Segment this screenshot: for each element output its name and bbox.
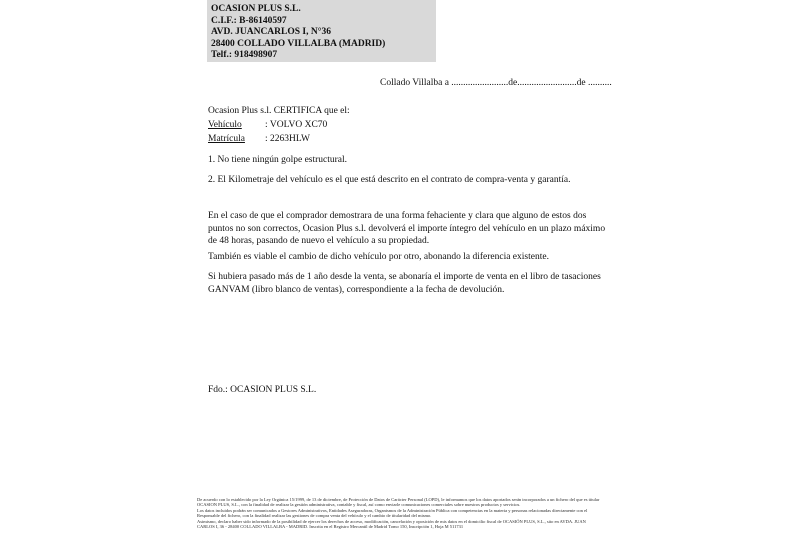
- company-phone: Telf.: 918498907: [211, 50, 278, 61]
- company-name: OCASION PLUS S.L.: [211, 4, 301, 14]
- company-city: 28400 COLLADO VILLALBA (MADRID): [211, 38, 386, 49]
- certified-point-2: 2. El Kilometraje del vehículo es el que está descrito en el contrato de compra-venta y garantía.: [208, 175, 571, 185]
- legal-footer-line: Los datos incluidos podrán ser comunicados a Gestores Administrativos, Entidades Aseguradoras, Organismos de la Administración Pública con competencias en la materia y personas relacionadas directamente con el: [197, 507, 588, 513]
- company-address: AVD. JUANCARLOS I, N°36: [211, 27, 332, 38]
- company-header-block: [207, 0, 436, 62]
- certification-intro: Ocasion Plus s.l. CERTIFICA que el:: [208, 106, 350, 116]
- legal-footer: [197, 497, 611, 529]
- refund-paragraph: En el caso de que el comprador demostrara de una forma fehaciente y clara que alguno de estos dos puntos no son correctos, Ocasion Plus s.l. devolverá el importe íntegro del vehículo en un plazo máximo de 48 horas, pasando de nuevo el vehículo a su propiedad.: [208, 211, 606, 247]
- date-place-line: Collado Villalba a ........................de.........................de ..........: [380, 78, 612, 88]
- vehicle-label: Vehículo: [208, 119, 242, 130]
- vehicle-value: : VOLVO XC70: [265, 119, 328, 130]
- signature-line: Fdo.: OCASION PLUS S.L.: [208, 385, 317, 395]
- exchange-paragraph: También es viable el cambio de dicho vehículo por otro, abonando la diferencia existente.: [208, 252, 549, 262]
- legal-footer-line: CARLOS I, 36 - 28400 COLLADO VILLALBA - MADRID. Inscrita en el Registro Mercantil de Madrid Tomo 150, Inscripción 1, Hoja M 511731: [197, 524, 464, 530]
- legal-footer-line: OCASION PLUS, S.L., con la finalidad de realizar la gestión administrativa, contable y fiscal, así como enviarle comunicaciones comerciales sobre nuestros productos y servicios.: [197, 502, 521, 508]
- plate-value: : 2263HLW: [265, 133, 310, 144]
- company-cif: C.I.F.: B-86140597: [211, 15, 287, 26]
- ganvam-paragraph: Si hubiera pasado más de 1 año desde la venta, se abonaría el importe de venta en el libro de tasaciones GANVAM (libro blanco de ventas), correspondiente a la fecha de devolución.: [208, 272, 601, 295]
- legal-footer-line: Asimismo, declaro haber sido informado de la posibilidad de ejercer los derechos de acceso, modificación, cancelación y oposición de mis datos en el domicilio fiscal de OCASIÓN PLUS, S.L., sito en AVDA. JUAN: [197, 518, 586, 524]
- certification-block: [208, 105, 350, 146]
- plate-line: [208, 133, 350, 147]
- legal-footer-line: De acuerdo con lo establecido por la Ley Orgánica 15/1999, de 13 de diciembre, de Protección de Datos de Carácter Personal (LOPD), le informamos que los datos aportados serán incorporados a un fichero del que es titular: [197, 497, 600, 502]
- legal-footer-line: Responsable del fichero, con la finalidad realizar las gestiones de compra venta del vehículo y el cambio de titularidad del mismo.: [197, 513, 432, 519]
- certified-point-1: 1. No tiene ningún golpe estructural.: [208, 155, 348, 165]
- plate-label: Matrícula: [208, 133, 245, 144]
- vehicle-line: [208, 119, 350, 133]
